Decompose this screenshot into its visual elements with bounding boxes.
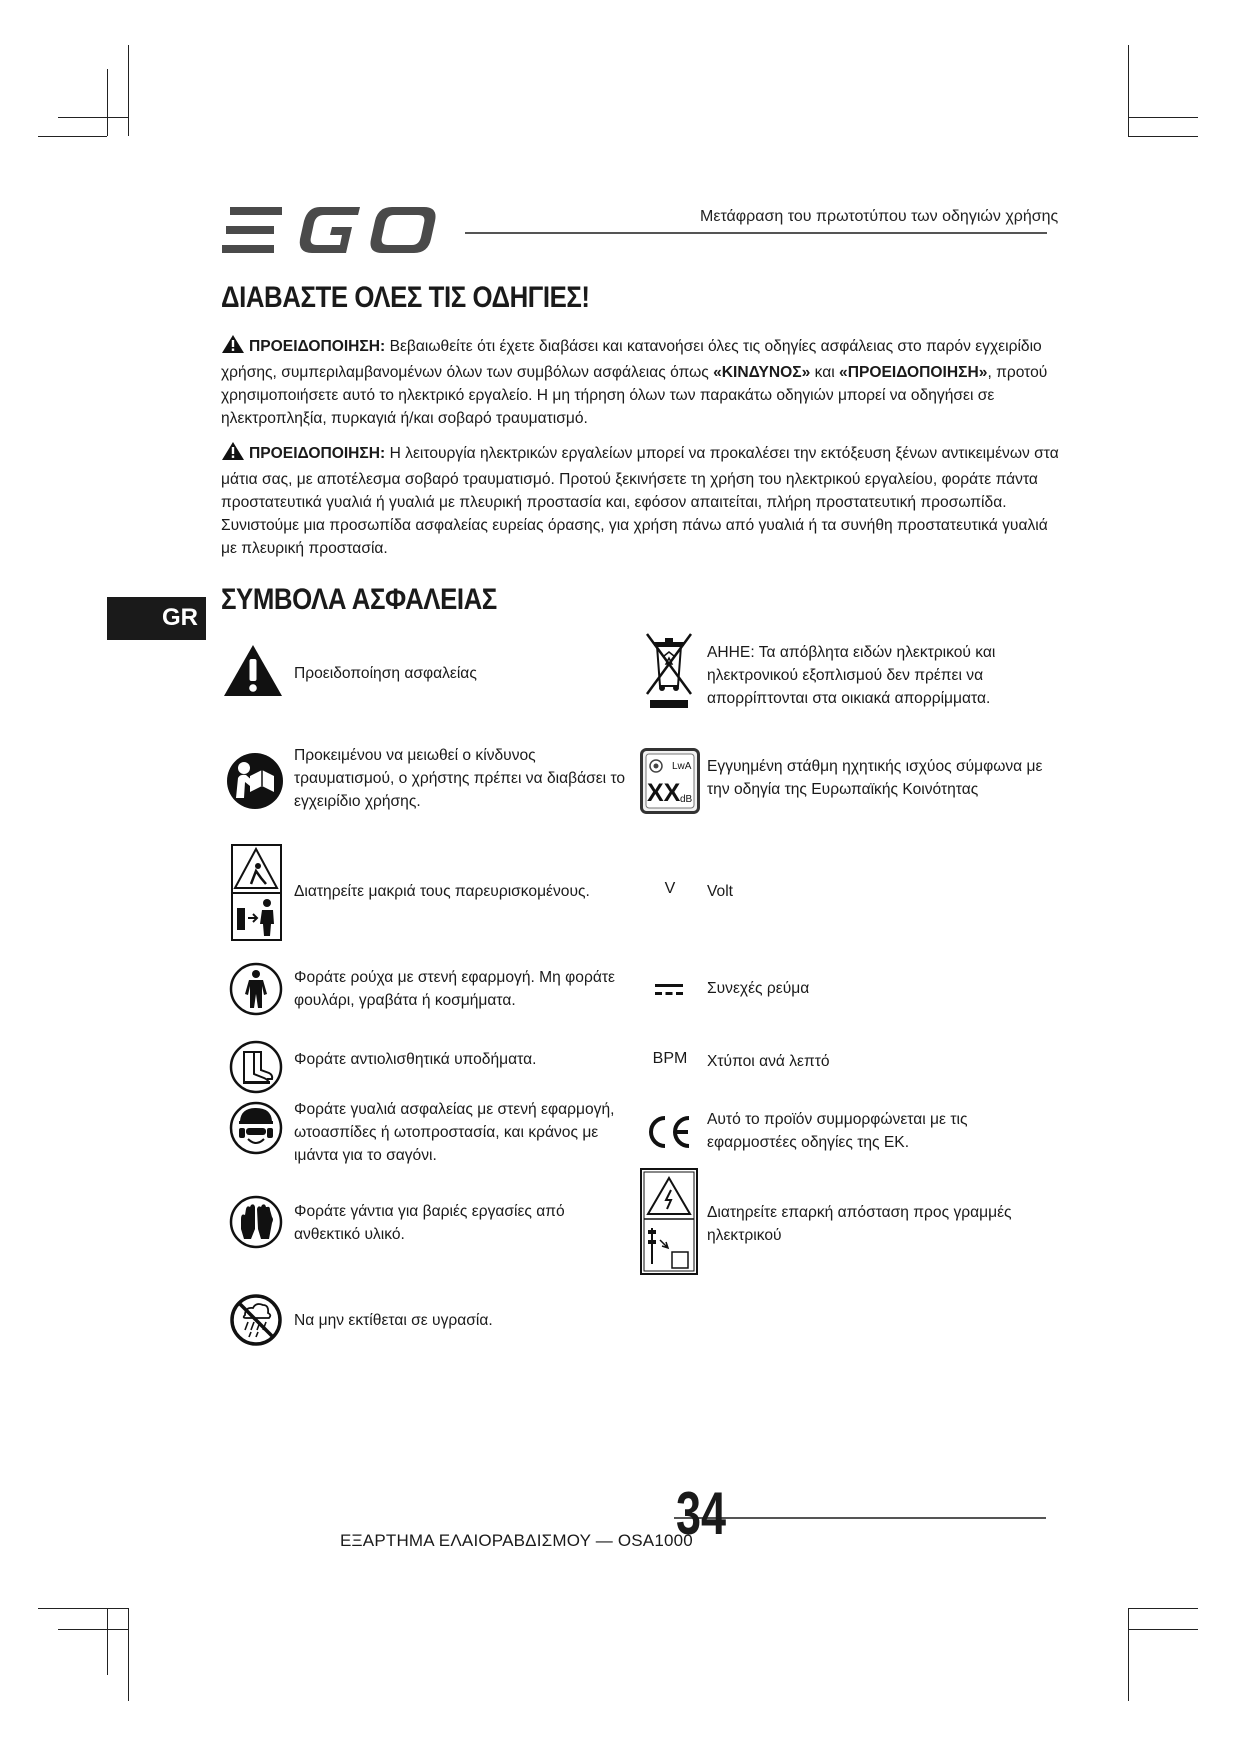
- tight-clothing-icon: [229, 962, 283, 1021]
- crop-mark: [107, 69, 108, 136]
- crop-mark: [38, 136, 107, 137]
- warning-triangle-icon: [221, 334, 245, 361]
- volt-abbreviation: V: [664, 880, 676, 897]
- warning-paragraph-1: [221, 334, 1063, 430]
- symbol-description: Volt: [707, 883, 734, 900]
- keep-bystanders-away-icon: [231, 844, 282, 946]
- warning-label: ΠΡΟΕΙΔΟΠΟΙΗΣΗ:: [249, 338, 386, 355]
- heavy-duty-gloves-icon: [229, 1195, 283, 1254]
- language-tab: GR: [107, 597, 206, 640]
- header-rule: [465, 232, 1047, 234]
- symbol-description: Συνεχές ρεύμα: [707, 980, 810, 997]
- crop-mark: [107, 1608, 108, 1675]
- warning-text: Η λειτουργία ηλεκτρικών εργαλείων μπορεί να προκαλέσει την εκτόξευση ξένων αντικειμένων στα μάτια σας, με αποτέλεσμα σοβαρό τραυματισμό. Προτού ξεκινήσετε τη χρήση του ηλεκτρικού εργαλείου, φοράτε πάντα προστατευτικά γυαλιά ή γυαλιά με πλευρική προστασία και, εφόσον απαιτείται, πλήρη προστατευτική προσωπίδα. Συνιστούμε μια προσωπίδα ασφαλείας ευρείας όρασης, για χρήση πάνω από γυαλιά ή τα συνήθη προστατευτικά γυαλιά με πλευρική προστασία.: [221, 445, 1059, 557]
- warning-triangle-icon: [221, 441, 245, 468]
- symbol-description: Εγγυημένη στάθμη ηχητικής ισχύος σύμφωνα με την οδηγία της Ευρωπαϊκής Κοινότητας: [707, 758, 1043, 798]
- crop-mark: [1128, 1608, 1129, 1701]
- header-caption: Μετάφραση του πρωτοτύπου των οδηγιών χρήσης: [700, 208, 1059, 225]
- crop-mark: [128, 45, 129, 136]
- symbol-description: Φοράτε ρούχα με στενή εφαρμογή. Μη φοράτε φουλάρι, γραβάτα ή κοσμήματα.: [294, 969, 615, 1009]
- symbol-description: Χτύποι ανά λεπτό: [707, 1053, 830, 1070]
- symbol-description: Διατηρείτε μακριά τους παρευρισκομένους.: [294, 883, 590, 900]
- weee-crossed-bin-icon: [643, 630, 695, 715]
- keyword-danger: «ΚΙΝΔΥΝΟΣ»: [713, 364, 811, 381]
- svg-text:dB: dB: [680, 794, 693, 805]
- symbol-description: Προειδοποίηση ασφαλείας: [294, 665, 477, 682]
- read-manual-icon: [226, 752, 284, 815]
- warning-text: και: [810, 364, 840, 381]
- crop-mark: [58, 117, 128, 118]
- ego-logo: [222, 205, 442, 262]
- warning-paragraph-2: [221, 441, 1063, 560]
- symbol-description: Φοράτε γυαλιά ασφαλείας με στενή εφαρμογή, ωτοασπίδες ή ωτοπροστασία, και κράνος με ιμάντα για το σαγόνι.: [294, 1101, 615, 1164]
- crop-mark: [1128, 1629, 1198, 1630]
- warning-triangle-icon: [222, 643, 284, 703]
- crop-mark: [128, 1608, 129, 1701]
- svg-text:LwA: LwA: [672, 761, 692, 772]
- ce-mark-icon: [645, 1114, 695, 1155]
- symbol-description: Προκειμένου να μειωθεί ο κίνδυνος τραυματισμού, ο χρήστης πρέπει να διαβάσει το εγχειρίδιο χρήσης.: [294, 747, 626, 810]
- bpm-abbreviation: BPM: [652, 1050, 688, 1067]
- footer-rule: [674, 1517, 1046, 1519]
- page-number: 34: [676, 1480, 727, 1547]
- warning-label: ΠΡΟΕΙΔΟΠΟΙΗΣΗ:: [249, 445, 386, 462]
- no-rain-icon: [229, 1293, 283, 1352]
- symbol-description: Να μην εκτίθεται σε υγρασία.: [294, 1312, 493, 1329]
- warning-text: , προτού χρησιμοποιήσετε αυτό το ηλεκτρικό εργαλείο. Η μη τήρηση όλων των παρακάτω οδηγιών μπορεί να οδηγήσει σε ηλεκτροπληξία, πυρκαγιά ή/και σοβαρό τραυματισμό.: [221, 364, 1048, 427]
- symbol-description: Αυτό το προϊόν συμμορφώνεται με τις εφαρμοστέες οδηγίες της ΕΚ.: [707, 1111, 968, 1151]
- symbol-description: Διατηρείτε επαρκή απόσταση προς γραμμές ηλεκτρικού: [707, 1204, 1012, 1244]
- section-title-safety-symbols: ΣΥΜΒΟΛΑ ΑΣΦΑΛΕΙΑΣ: [221, 583, 497, 616]
- crop-mark: [1128, 45, 1129, 136]
- direct-current-icon: [654, 983, 684, 1002]
- crop-mark: [1128, 117, 1198, 118]
- warning-text: Βεβαιωθείτε ότι έχετε διαβάσει και κατανοήσει όλες τις οδηγίες ασφάλειας στο παρόν εγχειρίδιο χρήσης, συμπεριλαμβανομένων όλων των συμβόλων ασφάλειας όπως: [221, 338, 1042, 381]
- svg-text:XX: XX: [647, 779, 681, 807]
- crop-mark: [1128, 1608, 1198, 1609]
- symbol-description: ΑΗΗΕ: Τα απόβλητα ειδών ηλεκτρικού και ηλεκτρονικού εξοπλισμού δεν πρέπει να απορρίπτονται στα οικιακά απορρίμματα.: [707, 644, 996, 707]
- crop-mark: [58, 1629, 128, 1630]
- symbol-description: Φοράτε γάντια για βαριές εργασίες από ανθεκτικό υλικό.: [294, 1203, 565, 1243]
- sound-power-level-icon: [640, 748, 700, 819]
- power-line-distance-icon: [640, 1168, 698, 1280]
- crop-mark: [1128, 136, 1198, 137]
- crop-mark: [38, 1608, 128, 1609]
- eye-ear-head-protection-icon: [229, 1101, 283, 1160]
- non-slip-boots-icon: [229, 1040, 283, 1099]
- footer-title: ΕΞΑΡΤΗΜΑ ΕΛΑΙΟΡΑΒΔΙΣΜΟΥ — OSA1000: [340, 1531, 693, 1550]
- keyword-warning: «ΠΡΟΕΙΔΟΠΟΙΗΣΗ»: [839, 364, 988, 381]
- symbol-description: Φοράτε αντιολισθητικά υποδήματα.: [294, 1051, 537, 1068]
- section-title-read-instructions: ΔΙΑΒΑΣΤΕ ΟΛΕΣ ΤΙΣ ΟΔΗΓΙΕΣ!: [221, 281, 590, 314]
